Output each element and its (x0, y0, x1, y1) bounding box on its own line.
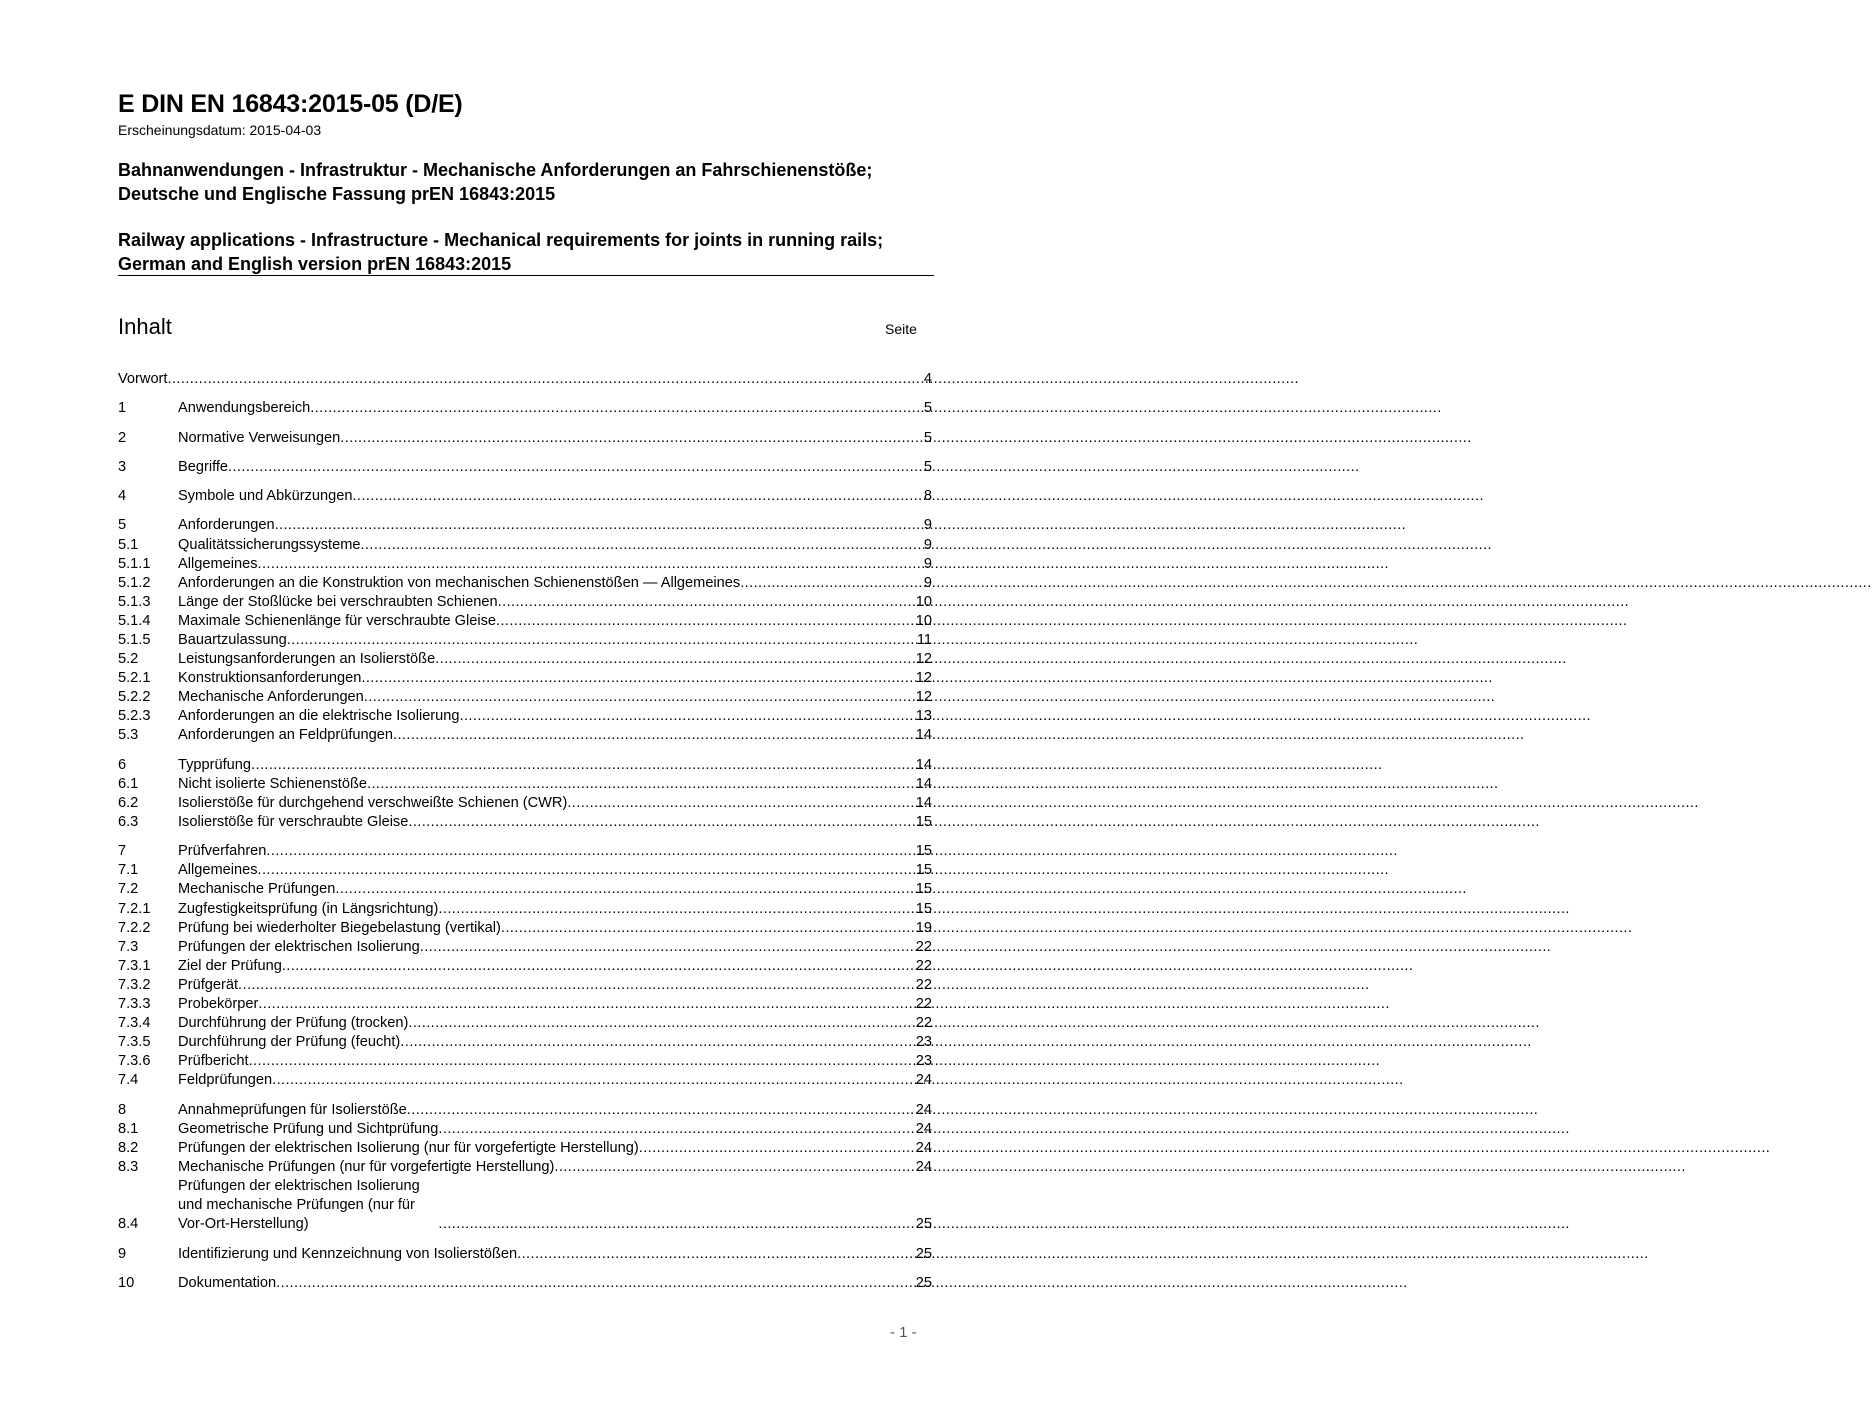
title-english: Railway applications - Infrastructure - Mechanical requirements for joints in running rails; German and English version prEN 16843:2015 (118, 230, 884, 274)
toc-entry-page: 15 (915, 862, 932, 879)
toc-entry[interactable] (118, 669, 932, 688)
toc-entry-title: Zugfestigkeitsprüfung (in Längsrichtung) (178, 900, 439, 917)
toc-dot-leader (408, 813, 915, 832)
toc-dot-leader (517, 1245, 916, 1264)
toc-dot-leader (361, 536, 924, 555)
toc-entry-page: 24 (915, 1158, 932, 1175)
toc-entry-title: Anforderungen an Feldprüfungen (178, 727, 394, 744)
toc-entry-number: 7.3.5 (118, 1034, 151, 1051)
toc-entry-page: 19 (915, 919, 932, 936)
toc-entry[interactable] (118, 756, 932, 775)
toc-entry-title: Anforderungen an die elektrische Isolierung (178, 708, 460, 725)
publication-date: Erscheinungsdatum: 2015-04-03 (118, 122, 322, 138)
toc-dot-leader (228, 458, 924, 477)
toc-entry-number: 5.2.2 (118, 689, 151, 706)
toc-entry-title: Bauartzulassung (178, 631, 287, 648)
toc-entry-number: 5.1.3 (118, 593, 151, 610)
toc-dot-leader (639, 1139, 916, 1158)
toc-entry[interactable] (118, 650, 932, 669)
toc-entry-title: Leistungsanforderungen an Isolierstöße (178, 651, 436, 668)
toc-dot-leader (238, 976, 916, 995)
toc-entry-page: 25 (915, 1216, 932, 1233)
toc-entry-title: Prüfungen der elektrischen Isolierung (nur für vorgefertigte Herstellung) (178, 1139, 639, 1156)
toc-entry-title: Symbole und Abkürzungen (178, 488, 353, 505)
toc-entry[interactable] (118, 976, 932, 995)
toc-dot-leader (740, 574, 924, 593)
toc-entry-number: 5.1 (118, 536, 139, 553)
toc-entry-page: 14 (915, 756, 932, 773)
toc-entry[interactable] (118, 957, 932, 976)
toc-entry-page: 24 (915, 1139, 932, 1156)
toc-entry-title: Anwendungsbereich (178, 400, 311, 417)
toc-entry-page: 22 (915, 976, 932, 993)
toc-entry[interactable] (118, 370, 932, 389)
toc-dot-leader (352, 487, 923, 506)
toc-dot-leader (275, 516, 924, 535)
toc-entry-page: 10 (915, 593, 932, 610)
toc-entry-title: Annahmeprüfungen für Isolierstöße (178, 1101, 407, 1118)
toc-dot-leader (258, 861, 916, 880)
toc-entry-number: 8.1 (118, 1120, 139, 1137)
toc-entry-page: 14 (915, 775, 932, 792)
toc-entry-number: 8.4 (118, 1216, 139, 1233)
toc-dot-leader (367, 775, 916, 794)
toc-dot-leader (420, 938, 916, 957)
toc-entry[interactable] (118, 1071, 932, 1090)
toc-entry-number: 7.3.6 (118, 1053, 151, 1070)
toc-entry-page: 22 (915, 957, 932, 974)
toc-entry-title: Geometrische Prüfung und Sichtprüfung (178, 1120, 439, 1137)
toc-entry[interactable] (118, 1158, 932, 1177)
toc-entry[interactable] (118, 1120, 932, 1139)
toc-entry-page: 15 (915, 881, 932, 898)
toc-entry[interactable] (118, 900, 932, 919)
toc-entry-page: 10 (915, 612, 932, 629)
toc-entry-title: Prüfbericht (178, 1053, 249, 1070)
toc-entry[interactable] (118, 631, 932, 650)
toc-entry-page: 25 (915, 1245, 932, 1262)
toc-entry-title: Normative Verweisungen (178, 429, 341, 446)
table-of-contents (118, 370, 932, 1293)
toc-entry-page: 23 (915, 1053, 932, 1070)
toc-entry-number: 7.1 (118, 862, 139, 879)
toc-entry-number: 5.1.1 (118, 555, 151, 572)
toc-entry-title: Typprüfung (178, 756, 252, 773)
toc-entry[interactable] (118, 1033, 932, 1052)
toc-dot-leader (258, 555, 924, 574)
toc-dot-leader (335, 880, 915, 899)
toc-entry[interactable] (118, 1274, 932, 1293)
toc-entry-number: 5.1.2 (118, 574, 151, 591)
toc-entry-page: 22 (915, 996, 932, 1013)
toc-entry[interactable] (118, 487, 932, 506)
toc-dot-leader (438, 1120, 915, 1139)
toc-dot-leader (460, 707, 916, 726)
toc-entry-number: 9 (118, 1245, 127, 1262)
toc-dot-leader (567, 794, 915, 813)
toc-entry-title: Prüfungen der elektrischen Isolierung (178, 938, 420, 955)
toc-entry-page: 5 (923, 400, 932, 417)
toc-entry-page: 9 (923, 536, 932, 553)
toc-entry-number: 5 (118, 517, 127, 534)
title-divider (118, 275, 934, 276)
toc-dot-leader (407, 1101, 916, 1120)
toc-entry-title: Länge der Stoßlücke bei verschraubten Schienen (178, 593, 498, 610)
toc-entry-number: 7.3 (118, 938, 139, 955)
toc-entry[interactable] (118, 688, 932, 707)
toc-entry-page: 22 (915, 938, 932, 955)
toc-entry[interactable] (118, 399, 932, 418)
toc-entry-number: 8 (118, 1101, 127, 1118)
toc-entry-page: 12 (915, 689, 932, 706)
toc-dot-leader (251, 756, 916, 775)
toc-dot-leader (276, 1274, 916, 1293)
toc-entry-title: Isolierstöße für durchgehend verschweißte Schienen (CWR) (178, 794, 568, 811)
toc-entry-page: 12 (915, 651, 932, 668)
toc-entry-title: Prüfungen der elektrischen Isolierung und mechanische Prüfungen (nur für Vor-Ort-Herstellung) (178, 1178, 420, 1233)
toc-entry-page: 24 (915, 1120, 932, 1137)
toc-entry-title: Mechanische Anforderungen (178, 689, 364, 706)
toc-entry-number: 7.3.4 (118, 1015, 151, 1032)
toc-entry-number: 10 (118, 1274, 135, 1291)
toc-dot-leader (272, 1071, 916, 1090)
toc-entry[interactable] (118, 938, 932, 957)
toc-dot-leader (400, 1033, 915, 1052)
toc-entry-number: 7.2 (118, 881, 139, 898)
toc-dot-leader (282, 957, 916, 976)
toc-entry-page: 13 (915, 708, 932, 725)
toc-entry[interactable] (118, 1101, 932, 1120)
toc-dot-leader (258, 995, 915, 1014)
toc-entry-number: 7.3.3 (118, 996, 151, 1013)
toc-entry-page: 9 (923, 574, 932, 591)
toc-entry-number: 5.2.3 (118, 708, 151, 725)
toc-entry-number: 7.3.2 (118, 976, 151, 993)
toc-entry-title: Konstruktionsanforderungen (178, 670, 362, 687)
toc-entry-title: Nicht isolierte Schienenstöße (178, 775, 367, 792)
toc-entry[interactable] (118, 458, 932, 477)
toc-entry-number: 6.1 (118, 775, 139, 792)
toc-entry[interactable] (118, 516, 932, 535)
toc-entry-number: 3 (118, 458, 127, 475)
toc-entry-number: 7.2.2 (118, 919, 151, 936)
toc-entry-number: 5.1.5 (118, 631, 151, 648)
toc-entry[interactable] (118, 1052, 932, 1071)
toc-entry-page: 4 (923, 371, 932, 387)
toc-entry[interactable] (118, 1177, 932, 1234)
toc-entry[interactable] (118, 861, 932, 880)
toc-dot-leader (408, 1014, 915, 1033)
toc-dot-leader (496, 612, 916, 631)
toc-entry-title: Allgemeines (178, 555, 258, 572)
toc-dot-leader (361, 669, 915, 688)
toc-entry[interactable] (118, 1014, 932, 1033)
toc-entry-number: 5.1.4 (118, 612, 151, 629)
toc-entry-title: Ziel der Prüfung (178, 957, 282, 974)
toc-entry-page: 22 (915, 1015, 932, 1032)
toc-entry-page: 15 (915, 814, 932, 830)
toc-entry[interactable] (118, 919, 932, 938)
toc-entry-number: 7.4 (118, 1072, 139, 1089)
toc-entry[interactable] (118, 1245, 932, 1264)
toc-entry-number: 8.3 (118, 1158, 139, 1175)
toc-dot-leader (501, 919, 916, 938)
toc-entry-page: 24 (915, 1101, 932, 1118)
toc-entry-number: 6.3 (118, 814, 139, 830)
toc-entry-title: Qualitätssicherungssysteme (178, 536, 361, 553)
toc-entry-title: Anforderungen (178, 517, 275, 534)
toc-entry-page: 14 (915, 727, 932, 744)
toc-entry[interactable] (118, 536, 932, 555)
toc-entry-number: 7 (118, 843, 127, 860)
toc-dot-leader (438, 1215, 915, 1234)
toc-entry-page: 5 (923, 429, 932, 446)
toc-dot-leader (554, 1158, 915, 1177)
toc-entry[interactable] (118, 612, 932, 631)
title-german: Bahnanwendungen - Infrastruktur - Mechanische Anforderungen an Fahrschienenstöße; Deutsche und Englische Fassung prEN 16843:2015 (118, 160, 873, 204)
toc-entry-title: Vorwort (118, 371, 168, 387)
toc-entry-number: 5.2.1 (118, 670, 151, 687)
toc-dot-leader (249, 1052, 916, 1071)
toc-entry-page: 9 (923, 555, 932, 572)
toc-dot-leader (287, 631, 917, 650)
toc-entry-page: 14 (915, 794, 932, 811)
toc-entry-number: 6 (118, 756, 127, 773)
toc-entry[interactable] (118, 880, 932, 899)
toc-entry-page: 25 (915, 1274, 932, 1291)
toc-entry[interactable] (118, 726, 932, 745)
toc-dot-leader (340, 429, 924, 448)
toc-dot-leader (438, 900, 915, 919)
toc-entry[interactable] (118, 813, 932, 832)
toc-entry-title: Prüfung bei wiederholter Biegebelastung (vertikal) (178, 919, 501, 936)
toc-entry[interactable] (118, 574, 932, 593)
toc-entry-page: 11 (916, 631, 932, 648)
toc-entry-title: Dokumentation (178, 1274, 277, 1291)
toc-dot-leader (167, 370, 923, 389)
toc-entry-title: Feldprüfungen (178, 1072, 273, 1089)
document-id: E DIN EN 16843:2015-05 (D/E) (118, 90, 463, 118)
toc-entry-title: Begriffe (178, 458, 229, 475)
toc-entry-page: 8 (923, 488, 932, 505)
toc-entry[interactable] (118, 707, 932, 726)
toc-entry-number: 4 (118, 488, 127, 505)
toc-entry-number: 6.2 (118, 794, 139, 811)
toc-entry[interactable] (118, 842, 932, 861)
toc-entry-page: 15 (915, 900, 932, 917)
toc-entry-page: 5 (923, 458, 932, 475)
toc-entry-title: Prüfverfahren (178, 843, 267, 860)
toc-entry-number: 7.3.1 (118, 957, 151, 974)
toc-entry-title: Probekörper (178, 996, 259, 1013)
toc-entry-title: Anforderungen an die Konstruktion von mechanischen Schienenstößen — Allgemeines (178, 574, 741, 591)
toc-entry-title: Durchführung der Prüfung (feucht) (178, 1034, 401, 1051)
toc-entry-page: 15 (915, 843, 932, 860)
toc-entry-title: Isolierstöße für verschraubte Gleise (178, 814, 409, 830)
toc-entry-title: Identifizierung und Kennzeichnung von Isolierstößen (178, 1245, 518, 1262)
toc-entry-page: 9 (923, 517, 932, 534)
toc-dot-leader (435, 650, 916, 669)
toc-entry[interactable] (118, 555, 932, 574)
toc-entry[interactable] (118, 775, 932, 794)
toc-entry-number: 8.2 (118, 1139, 139, 1156)
toc-dot-leader (266, 842, 915, 861)
toc-entry-title: Prüfgerät (178, 976, 239, 993)
toc-entry-title: Durchführung der Prüfung (trocken) (178, 1015, 409, 1032)
toc-entry-number: 2 (118, 429, 127, 446)
toc-entry[interactable] (118, 593, 932, 612)
toc-dot-leader (498, 593, 916, 612)
toc-dot-leader (393, 726, 916, 745)
page-column-label: Seite (885, 321, 917, 337)
toc-entry[interactable] (118, 1139, 932, 1158)
toc-entry-title: Mechanische Prüfungen (178, 881, 336, 898)
toc-heading: Inhalt (118, 314, 172, 339)
toc-entry[interactable] (118, 995, 932, 1014)
toc-entry-title: Mechanische Prüfungen (nur für vorgefertigte Herstellung) (178, 1158, 555, 1175)
toc-entry[interactable] (118, 794, 932, 813)
toc-entry-page: 24 (915, 1072, 932, 1089)
toc-entry-number: 5.2 (118, 651, 139, 668)
toc-entry-title: Allgemeines (178, 862, 258, 879)
toc-entry[interactable] (118, 429, 932, 448)
toc-entry-number: 5.3 (118, 727, 139, 744)
toc-dot-leader (310, 399, 924, 418)
toc-entry-page: 23 (915, 1034, 932, 1051)
toc-entry-title: Maximale Schienenlänge für verschraubte Gleise (178, 612, 496, 629)
toc-entry-page: 12 (915, 670, 932, 687)
page-number: - 1 - (890, 1324, 917, 1341)
toc-entry-number: 1 (118, 400, 127, 417)
toc-dot-leader (364, 688, 916, 707)
toc-entry-number: 7.2.1 (118, 900, 151, 917)
